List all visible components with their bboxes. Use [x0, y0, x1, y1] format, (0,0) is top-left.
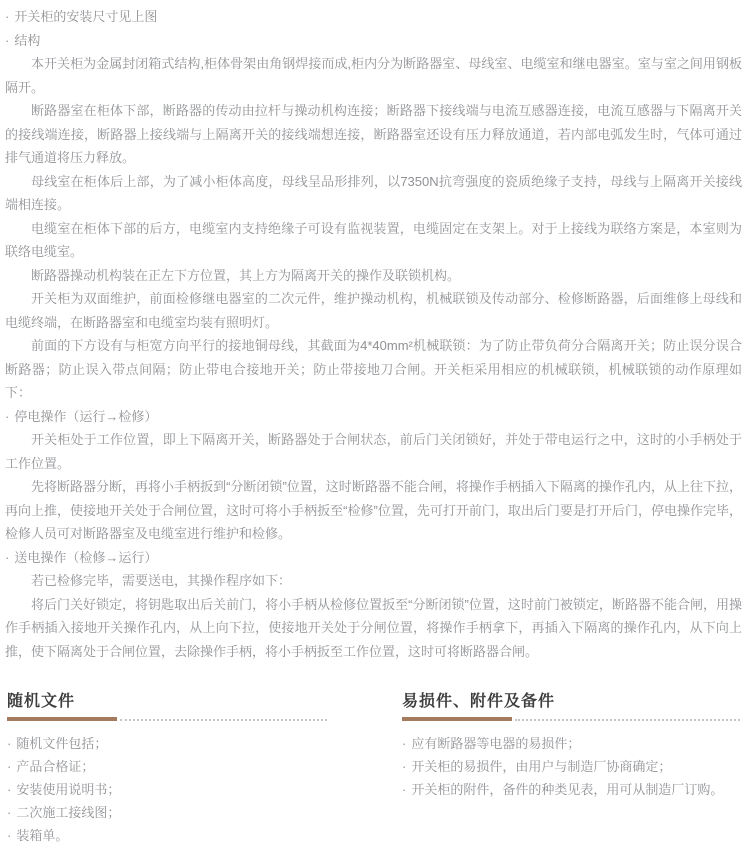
paragraph [5, 475, 742, 546]
rule-dotted-line [120, 719, 327, 721]
paragraph-text: 本开关柜为金属封闭箱式结构,柜体骨架由角钢焊接而成,柜内分为断路器室、母线室、电缆室和继电器室。室与室之间用钢板隔开。 [5, 56, 742, 95]
list-item [402, 778, 740, 801]
paragraph [5, 217, 742, 264]
list-item-text: 产品合格证； [16, 759, 95, 774]
paragraph [5, 569, 742, 593]
section-title: 易损件、附件及备件 [402, 693, 556, 710]
list-item [7, 778, 327, 801]
wear-parts-list [402, 732, 740, 801]
list-item [7, 755, 327, 778]
list-item-text: 应有断路器等电器的易损件； [411, 736, 581, 751]
paragraph [5, 428, 742, 475]
paragraph-text: 断路器室在柜体下部，断路器的传动由拉杆与操动机构连接；断路器下接线端与电流互感器连接，电流互感器与下隔离开关的接线端连接，断路器上接线端与上隔离开关的接线端想连接，断路器室还设有压力释放通道，若内部电弧发生时，气体可通过排气通道将压力释放。 [5, 103, 742, 165]
list-item [7, 824, 327, 847]
line-text: 结构 [14, 32, 41, 48]
paragraph [5, 264, 742, 288]
list-item [402, 755, 740, 778]
rule-solid-accent [402, 717, 512, 721]
list-item-text: 装箱单。 [16, 828, 69, 843]
paragraph [5, 593, 742, 664]
bullet-line [5, 5, 742, 29]
list-item [7, 801, 327, 824]
list-item [402, 732, 740, 755]
paragraph-text: 若已检修完毕，需要送电，其操作程序如下： [31, 573, 292, 588]
list-item-text: 开关柜的易损件，由用户与制造厂协商确定； [411, 759, 672, 774]
paragraph-text: 开关柜处于工作位置，即上下隔离开关，断路器处于合闸状态，前后门关闭锁好，并处于带电运行之中，这时的小手柄处于工作位置。 [5, 432, 742, 471]
footer-columns [5, 693, 742, 847]
paragraph-text: 断路器操动机构装在正左下方位置，其上方为隔离开关的操作及联锁机构。 [31, 267, 461, 283]
included-documents-list [7, 732, 327, 847]
bullet-marker: · [402, 736, 407, 751]
paragraph [5, 99, 742, 170]
bullet-marker: · [7, 805, 12, 820]
paragraph-text: 先将断路器分断，再将小手柄扳到“分断闭锁”位置，这时断路器不能合闸，将操作手柄插入下隔离的操作孔内，从上往下拉，再向上推，使接地开关处于合闸位置，这时可将小手柄扳至“检修”位置，先可打开前门，取出后门要是打开后门，停电操作完毕，检修人员可对断路器室及电缆室进行维护和检修。 [5, 479, 742, 541]
paragraph-text: 母线室在柜体后上部，为了减小柜体高度，母线呈品形排列，以7350N抗弯强度的瓷质绝缘子支持，母线与上隔离开关接线端相连接。 [5, 173, 742, 212]
bullet-marker: · [5, 549, 10, 565]
bullet-marker: · [5, 408, 10, 424]
list-item-text: 二次施工接线图； [16, 805, 121, 820]
paragraph [5, 287, 742, 334]
paragraph [5, 52, 742, 99]
bullet-marker: · [5, 9, 10, 24]
paragraph [5, 170, 742, 217]
rule-solid-accent [7, 717, 117, 721]
section-title-rule [402, 716, 740, 721]
bullet-marker: · [7, 782, 12, 797]
bullet-marker: · [402, 782, 407, 797]
list-item-text: 开关柜的附件，备件的种类见表，用可从制造厂订购。 [411, 782, 724, 797]
paragraph [5, 334, 742, 405]
section-wear-parts-accessories [402, 693, 740, 847]
section-title: 随机文件 [7, 693, 76, 710]
bullet-line [5, 29, 742, 53]
paragraph-text: 开关柜为双面维护，前面检修继电器室的二次元件，维护操动机构，机械联锁及传动部分、检修断路器，后面维修上母线和电缆终端，在断路器室和电缆室均装有照明灯。 [5, 291, 742, 330]
line-text: 停电操作（运行→检修） [14, 408, 158, 424]
line-text: 开关柜的安装尺寸见上图 [14, 9, 158, 24]
bullet-marker: · [7, 828, 12, 843]
bullet-line [5, 546, 742, 570]
section-included-documents [7, 693, 327, 847]
rule-dotted-line [515, 719, 740, 721]
list-item-text: 安装使用说明书； [16, 782, 121, 797]
main-text-block [5, 5, 742, 663]
paragraph-text: 将后门关好锁定，将钥匙取出后关前门，将小手柄从检修位置扳至“分断闭锁”位置，这时前门被锁定，断路器不能合闸，用操作手柄插入接地开关操作孔内，从上向下拉，使接地开关处于分闸位置，将操作手柄拿下，再插入下隔离的操作孔内，从下向上推，使下隔离处于合闸位置，去除操作手柄，将小手柄扳至工作位置，这时可将断路器合闸。 [5, 596, 742, 659]
paragraph-text: 前面的下方设有与柜宽方向平行的接地铜母线，其截面为4*40mm²机械联锁：为了防止带负荷分合隔离开关；防止误分误合断路器；防止误入带点间隔；防止带电合接地开关；防止带接地刀合闸。开关柜采用相应的机械联锁，机械联锁的动作原理如下： [5, 338, 742, 400]
bullet-line [5, 405, 742, 429]
bullet-marker: · [402, 759, 407, 774]
bullet-marker: · [7, 759, 12, 774]
section-title-rule [7, 716, 327, 721]
bullet-marker: · [5, 32, 10, 48]
list-item [7, 732, 327, 755]
bullet-marker: · [7, 736, 12, 751]
paragraph-text: 电缆室在柜体下部的后方，电缆室内支持绝缘子可设有监视装置，电缆固定在支架上。对于上接线为联络方案是，本室则为联络电缆室。 [5, 220, 742, 259]
line-text: 送电操作（检修→运行） [14, 549, 158, 565]
list-item-text: 随机文件包括； [16, 736, 108, 751]
